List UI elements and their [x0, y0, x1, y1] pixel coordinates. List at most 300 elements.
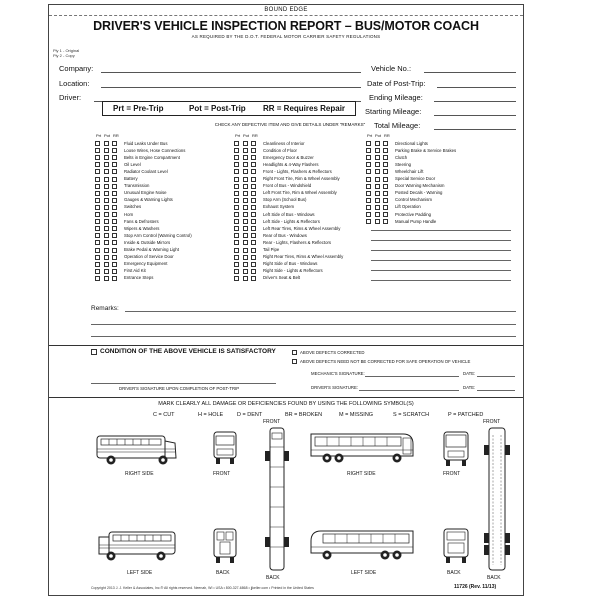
col2-item-10-checkbox-pot[interactable]: [243, 212, 248, 217]
ply-1-label: Ply 1 - Original: [53, 48, 80, 53]
coach-top-view-drawing: [481, 427, 513, 573]
col3-item-3-checkbox-prt[interactable]: [366, 162, 371, 167]
col2-head-pot: Pot: [243, 133, 250, 138]
col2-item-16-checkbox-rr[interactable]: [251, 255, 256, 260]
col3-item-10-checkbox-prt[interactable]: [366, 212, 371, 217]
write-in-line[interactable]: [371, 240, 511, 241]
checklist-instruction: CHECK ANY DEFECTIVE ITEM AND GIVE DETAILS UNDER "REMARKS": [214, 122, 366, 127]
col1-item-8-checkbox-rr[interactable]: [112, 198, 117, 203]
col3-item-11-checkbox-pot[interactable]: [375, 219, 380, 224]
col1-item-13-checkbox-prt[interactable]: [95, 233, 100, 238]
col3-item-10-checkbox-rr[interactable]: [383, 212, 388, 217]
col1-item-label: Radiator Coolant Level: [124, 168, 168, 174]
code-cut: C = CUT: [153, 412, 175, 418]
col1-item-11-checkbox-pot[interactable]: [104, 219, 109, 224]
col2-item-19-checkbox-rr[interactable]: [251, 276, 256, 281]
col1-item-12-checkbox-rr[interactable]: [112, 226, 117, 231]
label-back-1: BACK: [216, 570, 230, 576]
inspection-form-sheet: [48, 4, 524, 596]
col2-item-15-checkbox-prt[interactable]: [234, 248, 239, 253]
col2-item-label: Cleanliness of Interior: [263, 140, 305, 146]
code-broken: BR = BROKEN: [285, 412, 323, 418]
col1-item-label: Stop Arm Control (Warning Control): [124, 232, 192, 238]
form-title: DRIVER'S VEHICLE INSPECTION REPORT – BUS/MOTOR COACH: [93, 19, 479, 33]
col1-head-pot: Pot: [104, 133, 111, 138]
col3-item-7-checkbox-rr[interactable]: [383, 191, 388, 196]
col1-item-1-checkbox-prt[interactable]: [95, 148, 100, 153]
col2-item-5-checkbox-pot[interactable]: [243, 177, 248, 182]
col3-item-label: Manual Pump Handle: [395, 218, 437, 224]
col1-item-7-checkbox-rr[interactable]: [112, 191, 117, 196]
col2-item-label: Emergency Door & Buzzer: [263, 154, 314, 160]
col3-item-6-checkbox-rr[interactable]: [383, 184, 388, 189]
label-front-2: FRONT: [443, 471, 461, 477]
col2-item-4-checkbox-pot[interactable]: [243, 169, 248, 174]
col1-item-17-checkbox-rr[interactable]: [112, 262, 117, 267]
label-right-side-2: RIGHT SIDE: [347, 471, 376, 477]
driver-signature-label: DRIVER'S SIGNATURE:: [311, 385, 359, 390]
col2-item-10-checkbox-rr[interactable]: [251, 212, 256, 217]
code-scratch: S = SCRATCH: [393, 412, 430, 418]
col1-item-18-checkbox-pot[interactable]: [104, 269, 109, 274]
col3-item-9-checkbox-rr[interactable]: [383, 205, 388, 210]
col1-item-6-checkbox-pot[interactable]: [104, 184, 109, 189]
col2-item-2-checkbox-prt[interactable]: [234, 155, 239, 160]
coach-front-drawing: [441, 430, 471, 468]
label-back-top-1: BACK: [266, 575, 280, 581]
col2-item-6-checkbox-prt[interactable]: [234, 184, 239, 189]
col2-item-16-checkbox-prt[interactable]: [234, 255, 239, 260]
total-mileage-label: Total Mileage:: [374, 121, 421, 130]
col1-item-9-checkbox-rr[interactable]: [112, 205, 117, 210]
col2-item-label: Tail Pipe: [263, 247, 280, 252]
col3-item-label: Steering: [395, 161, 412, 167]
col1-item-7-checkbox-pot[interactable]: [104, 191, 109, 196]
col2-item-2-checkbox-rr[interactable]: [251, 155, 256, 160]
col1-item-15-checkbox-pot[interactable]: [104, 248, 109, 253]
bound-edge-dashed-line: [49, 15, 523, 16]
remarks-line-3[interactable]: [91, 336, 516, 337]
col1-item-label: Belts in Engine Compartment: [124, 154, 180, 160]
label-left-side-1: LEFT SIDE: [127, 570, 153, 576]
col1-item-14-checkbox-rr[interactable]: [112, 240, 117, 245]
col2-item-1-checkbox-pot[interactable]: [243, 148, 248, 153]
col2-item-8-checkbox-rr[interactable]: [251, 198, 256, 203]
col3-item-5-checkbox-rr[interactable]: [383, 177, 388, 182]
col1-item-8-checkbox-pot[interactable]: [104, 198, 109, 203]
defects-corrected-checkbox[interactable]: [292, 350, 297, 355]
write-in-line[interactable]: [371, 270, 511, 271]
col1-item-label: Fans & Defrosters: [124, 218, 159, 224]
col2-item-label: Rear - Lights, Flashers & Reflectors: [263, 239, 332, 245]
col1-item-15-checkbox-prt[interactable]: [95, 248, 100, 253]
col1-item-2-checkbox-rr[interactable]: [112, 155, 117, 160]
col2-item-1-checkbox-rr[interactable]: [251, 148, 256, 153]
remarks-label: Remarks:: [91, 305, 119, 312]
col2-item-13-checkbox-prt[interactable]: [234, 233, 239, 238]
col2-item-11-checkbox-pot[interactable]: [243, 219, 248, 224]
col2-item-18-checkbox-pot[interactable]: [243, 269, 248, 274]
col2-item-label: Right Rear Tires, Rims & Wheel Assembly: [263, 254, 344, 260]
col3-item-4-checkbox-rr[interactable]: [383, 169, 388, 174]
col1-item-5-checkbox-pot[interactable]: [104, 177, 109, 182]
school-bus-left-side-drawing: [95, 529, 179, 563]
location-label: Location:: [59, 79, 90, 88]
col3-item-label: Special Service Door: [395, 176, 436, 181]
col3-item-11-checkbox-prt[interactable]: [366, 219, 371, 224]
col2-item-label: Condition of Floor: [263, 147, 297, 153]
write-in-line[interactable]: [371, 230, 511, 231]
col1-item-10-checkbox-rr[interactable]: [112, 212, 117, 217]
col2-head-rr: RR: [252, 133, 258, 138]
damage-marking-heading: MARK CLEARLY ALL DAMAGE OR DEFICIENCIES FOUND BY USING THE FOLLOWING SYMBOL(S): [158, 401, 414, 407]
col1-item-9-checkbox-prt[interactable]: [95, 205, 100, 210]
col3-head-pot: Pot: [375, 133, 382, 138]
col1-item-16-checkbox-prt[interactable]: [95, 255, 100, 260]
col1-item-label: Horn: [124, 211, 134, 217]
col2-item-label: Exhaust System: [263, 204, 295, 210]
col1-item-4-checkbox-rr[interactable]: [112, 169, 117, 174]
ending-mileage-label: Ending Mileage:: [369, 93, 423, 102]
col3-item-11-checkbox-rr[interactable]: [383, 219, 388, 224]
col2-item-label: Driver's Seat & Belt: [263, 275, 301, 281]
col1-item-2-checkbox-prt[interactable]: [95, 155, 100, 160]
col1-item-0-checkbox-prt[interactable]: [95, 141, 100, 146]
col3-item-1-checkbox-pot[interactable]: [375, 148, 380, 153]
col2-item-7-checkbox-rr[interactable]: [251, 191, 256, 196]
vehicle-no-field[interactable]: [424, 72, 516, 73]
col1-item-1-checkbox-rr[interactable]: [112, 148, 117, 153]
defects-not-corrected-label: ABOVE DEFECTS NEED NOT BE CORRECTED FOR SAFE OPERATION OF VEHICLE: [300, 359, 471, 364]
col1-item-label: Wipers & Washers: [124, 225, 160, 231]
col3-item-10-checkbox-pot[interactable]: [375, 212, 380, 217]
col2-item-0-checkbox-pot[interactable]: [243, 141, 248, 146]
col2-item-19-checkbox-pot[interactable]: [243, 276, 248, 281]
driver-post-trip-signature-field[interactable]: [91, 383, 276, 384]
col2-item-17-checkbox-rr[interactable]: [251, 262, 256, 267]
col2-item-19-checkbox-prt[interactable]: [234, 276, 239, 281]
label-front-top-2: FRONT: [483, 419, 501, 425]
col1-head-rr: RR: [113, 133, 119, 138]
col3-item-8-checkbox-rr[interactable]: [383, 198, 388, 203]
col1-item-label: Switches: [124, 204, 142, 210]
form-subtitle: AS REQUIRED BY THE D.O.T. FEDERAL MOTOR CARRIER SAFETY REGULATIONS: [191, 34, 381, 39]
col2-head-prt: Prt: [235, 133, 241, 138]
remarks-separator: [49, 345, 523, 346]
code-hole: H = HOLE: [198, 412, 224, 418]
col1-item-3-checkbox-prt[interactable]: [95, 162, 100, 167]
col1-item-17-checkbox-prt[interactable]: [95, 262, 100, 267]
starting-mileage-label: Starting Mileage:: [365, 107, 422, 116]
col2-item-11-checkbox-prt[interactable]: [234, 219, 239, 224]
label-back-top-2: BACK: [487, 575, 501, 581]
mechanic-date-field[interactable]: [477, 376, 515, 377]
col1-item-0-checkbox-rr[interactable]: [112, 141, 117, 146]
col2-item-6-checkbox-pot[interactable]: [243, 184, 248, 189]
total-mileage-field[interactable]: [434, 129, 516, 130]
col3-item-1-checkbox-rr[interactable]: [383, 148, 388, 153]
col2-item-label: Right Front Tire, Rim & Wheel Assembly: [263, 176, 340, 181]
col2-item-3-checkbox-prt[interactable]: [234, 162, 239, 167]
coach-left-side-drawing: [307, 527, 417, 563]
col2-item-12-checkbox-prt[interactable]: [234, 226, 239, 231]
col1-item-label: Inside & Outside Mirrors: [124, 239, 171, 245]
col1-item-2-checkbox-pot[interactable]: [104, 155, 109, 160]
col1-item-5-checkbox-prt[interactable]: [95, 177, 100, 182]
col1-item-label: Gauges & Warning Lights: [124, 197, 173, 203]
col3-item-6-checkbox-pot[interactable]: [375, 184, 380, 189]
col3-item-7-checkbox-prt[interactable]: [366, 191, 371, 196]
col3-item-9-checkbox-prt[interactable]: [366, 205, 371, 210]
col2-item-14-checkbox-rr[interactable]: [251, 240, 256, 245]
col1-item-16-checkbox-rr[interactable]: [112, 255, 117, 260]
driver-label: Driver:: [59, 93, 82, 102]
starting-mileage-field[interactable]: [434, 115, 516, 116]
col2-item-9-checkbox-prt[interactable]: [234, 205, 239, 210]
col3-item-label: Door Warning Mechanism: [395, 183, 445, 189]
col2-item-9-checkbox-pot[interactable]: [243, 205, 248, 210]
col2-item-14-checkbox-prt[interactable]: [234, 240, 239, 245]
ply-2-label: Ply 2 - Copy: [53, 53, 75, 58]
code-missing: M = MISSING: [339, 412, 374, 418]
col2-item-6-checkbox-rr[interactable]: [251, 184, 256, 189]
col2-item-label: Headlights & 4-Way Flashers: [263, 161, 319, 167]
mechanic-signature-field[interactable]: [365, 376, 459, 377]
col2-item-5-checkbox-rr[interactable]: [251, 177, 256, 182]
col3-item-5-checkbox-prt[interactable]: [366, 177, 371, 182]
col1-item-3-checkbox-pot[interactable]: [104, 162, 109, 167]
school-bus-back-drawing: [211, 527, 239, 565]
col1-item-18-checkbox-prt[interactable]: [95, 269, 100, 274]
col1-item-10-checkbox-prt[interactable]: [95, 212, 100, 217]
defects-corrected-label: ABOVE DEFECTS CORRECTED: [300, 350, 365, 355]
col3-item-4-checkbox-prt[interactable]: [366, 169, 371, 174]
label-front-top-1: FRONT: [263, 419, 281, 425]
col1-item-label: Battery: [124, 176, 138, 181]
mechanic-signature-label: MECHANIC'S SIGNATURE:: [311, 371, 365, 376]
col1-item-0-checkbox-pot[interactable]: [104, 141, 109, 146]
col1-item-1-checkbox-pot[interactable]: [104, 148, 109, 153]
date-post-trip-field[interactable]: [437, 87, 516, 88]
col3-item-2-checkbox-rr[interactable]: [383, 155, 388, 160]
company-label: Company:: [59, 64, 94, 73]
col1-item-14-checkbox-prt[interactable]: [95, 240, 100, 245]
col1-item-8-checkbox-prt[interactable]: [95, 198, 100, 203]
col1-head-prt: Prt: [96, 133, 102, 138]
driver-post-trip-signature-label: DRIVER'S SIGNATURE UPON COMPLETION OF POST-TRIP: [119, 386, 240, 391]
col3-item-0-checkbox-prt[interactable]: [366, 141, 371, 146]
col1-item-5-checkbox-rr[interactable]: [112, 177, 117, 182]
col2-item-10-checkbox-prt[interactable]: [234, 212, 239, 217]
school-bus-right-side-drawing: [95, 433, 179, 467]
col2-item-3-checkbox-pot[interactable]: [243, 162, 248, 167]
col2-item-13-checkbox-pot[interactable]: [243, 233, 248, 238]
col1-item-19-checkbox-rr[interactable]: [112, 276, 117, 281]
col3-item-8-checkbox-prt[interactable]: [366, 198, 371, 203]
col2-item-18-checkbox-prt[interactable]: [234, 269, 239, 274]
vehicle-no-label: Vehicle No.:: [371, 64, 412, 73]
col1-item-label: Loose Wires, Hose Connections: [124, 147, 186, 153]
remarks-line-1[interactable]: [125, 311, 516, 312]
col2-item-3-checkbox-rr[interactable]: [251, 162, 256, 167]
diagram-separator: [49, 397, 523, 398]
col1-item-label: First Aid Kit: [124, 268, 146, 274]
write-in-line[interactable]: [371, 260, 511, 261]
condition-satisfactory-label: CONDITION OF THE ABOVE VEHICLE IS SATISFACTORY: [100, 348, 276, 355]
location-field[interactable]: [101, 87, 361, 88]
col1-item-18-checkbox-rr[interactable]: [112, 269, 117, 274]
label-back-2: BACK: [447, 570, 461, 576]
col2-item-label: Left Side of Bus - Windows: [263, 211, 315, 217]
col2-item-8-checkbox-prt[interactable]: [234, 198, 239, 203]
col2-item-2-checkbox-pot[interactable]: [243, 155, 248, 160]
col3-item-label: Clutch: [395, 154, 408, 160]
col3-item-label: Control Mechanism: [395, 197, 433, 203]
col2-item-15-checkbox-pot[interactable]: [243, 248, 248, 253]
col1-item-6-checkbox-prt[interactable]: [95, 184, 100, 189]
legend-prt: Prt = Pre-Trip: [113, 104, 164, 113]
col1-item-7-checkbox-prt[interactable]: [95, 191, 100, 196]
footer-copyright: Copyright 2013 J. J. Keller & Associates, Inc.® All rights reserved. Neenah, WI • USA • 800-327-6868 • jjkeller.com • Printed in the United States: [91, 586, 314, 590]
col3-head-prt: Prt: [367, 133, 373, 138]
col3-item-6-checkbox-prt[interactable]: [366, 184, 371, 189]
col1-item-17-checkbox-pot[interactable]: [104, 262, 109, 267]
col3-item-2-checkbox-prt[interactable]: [366, 155, 371, 160]
col1-item-4-checkbox-pot[interactable]: [104, 169, 109, 174]
col1-item-label: Brake Pedal & Warning Light: [124, 247, 180, 252]
label-left-side-2: LEFT SIDE: [351, 570, 377, 576]
col1-item-label: Oil Level: [124, 161, 141, 167]
col3-item-0-checkbox-pot[interactable]: [375, 141, 380, 146]
col1-item-label: Entrance Steps: [124, 275, 154, 281]
col3-item-0-checkbox-rr[interactable]: [383, 141, 388, 146]
col2-item-12-checkbox-rr[interactable]: [251, 226, 256, 231]
col2-item-4-checkbox-rr[interactable]: [251, 169, 256, 174]
col2-item-18-checkbox-rr[interactable]: [251, 269, 256, 274]
driver-date-field[interactable]: [477, 390, 515, 391]
col1-item-label: Emergency Equipment: [124, 261, 168, 267]
write-in-line[interactable]: [371, 280, 511, 281]
legend-rr: RR = Requires Repair: [263, 104, 346, 113]
col2-item-15-checkbox-rr[interactable]: [251, 248, 256, 253]
col2-item-label: Stop Arm (School Bus): [263, 197, 307, 203]
col2-item-17-checkbox-prt[interactable]: [234, 262, 239, 267]
col1-item-19-checkbox-pot[interactable]: [104, 276, 109, 281]
ending-mileage-field[interactable]: [434, 101, 516, 102]
col2-item-label: Left Front Tire, Rim & Wheel Assembly: [263, 190, 337, 196]
code-dent: D = DENT: [237, 412, 263, 418]
col3-head-rr: RR: [384, 133, 390, 138]
col1-item-label: Transmission: [124, 183, 150, 189]
driver-date-label: DATE:: [463, 385, 476, 390]
col2-item-0-checkbox-prt[interactable]: [234, 141, 239, 146]
col1-item-16-checkbox-pot[interactable]: [104, 255, 109, 260]
col2-item-7-checkbox-pot[interactable]: [243, 191, 248, 196]
col3-item-1-checkbox-prt[interactable]: [366, 148, 371, 153]
driver-signature-field[interactable]: [359, 390, 459, 391]
col1-item-label: Unusual Engine Noise: [124, 190, 167, 196]
col3-item-8-checkbox-pot[interactable]: [375, 198, 380, 203]
bound-edge-label: BOUND EDGE: [264, 7, 308, 13]
col1-item-13-checkbox-rr[interactable]: [112, 233, 117, 238]
col2-item-1-checkbox-prt[interactable]: [234, 148, 239, 153]
col1-item-14-checkbox-pot[interactable]: [104, 240, 109, 245]
condition-satisfactory-checkbox[interactable]: [91, 349, 97, 355]
col3-item-label: Protective Padding: [395, 211, 432, 217]
date-post-trip-label: Date of Post-Trip:: [367, 79, 426, 88]
col2-item-11-checkbox-rr[interactable]: [251, 219, 256, 224]
coach-back-drawing: [441, 527, 471, 565]
col2-item-label: Rear of Bus - Windows: [263, 232, 307, 238]
code-patched: P = PATCHED: [448, 412, 484, 418]
col2-item-16-checkbox-pot[interactable]: [243, 255, 248, 260]
col3-item-3-checkbox-rr[interactable]: [383, 162, 388, 167]
col2-item-9-checkbox-rr[interactable]: [251, 205, 256, 210]
remarks-line-2[interactable]: [91, 324, 516, 325]
col1-item-19-checkbox-prt[interactable]: [95, 276, 100, 281]
col3-item-2-checkbox-pot[interactable]: [375, 155, 380, 160]
col2-item-0-checkbox-rr[interactable]: [251, 141, 256, 146]
col3-item-label: Parking Brake & Service Brakes: [395, 147, 457, 153]
company-field[interactable]: [101, 72, 361, 73]
col3-item-4-checkbox-pot[interactable]: [375, 169, 380, 174]
col2-item-label: Right Side - Lights & Reflectors: [263, 268, 323, 274]
col1-item-12-checkbox-prt[interactable]: [95, 226, 100, 231]
col2-item-12-checkbox-pot[interactable]: [243, 226, 248, 231]
col1-item-11-checkbox-prt[interactable]: [95, 219, 100, 224]
col2-item-5-checkbox-prt[interactable]: [234, 177, 239, 182]
col1-item-10-checkbox-pot[interactable]: [104, 212, 109, 217]
mechanic-date-label: DATE:: [463, 371, 476, 376]
col3-item-label: Wheelchair Lift: [395, 168, 424, 174]
col1-item-11-checkbox-rr[interactable]: [112, 219, 117, 224]
col1-item-3-checkbox-rr[interactable]: [112, 162, 117, 167]
col1-item-9-checkbox-pot[interactable]: [104, 205, 109, 210]
col1-item-13-checkbox-pot[interactable]: [104, 233, 109, 238]
col3-item-label: Posted Decals - Warning: [395, 190, 443, 196]
footer-form-number: 11726 (Rev. 11/13): [454, 584, 497, 590]
col1-item-label: Fluid Leaks Under Bus: [124, 140, 168, 146]
school-bus-top-view-drawing: [262, 427, 292, 573]
col3-item-label: Lift Operation: [395, 204, 421, 210]
col2-item-label: Left Rear Tires, Rims & Wheel Assembly: [263, 225, 341, 231]
col1-item-6-checkbox-rr[interactable]: [112, 184, 117, 189]
col2-item-8-checkbox-pot[interactable]: [243, 198, 248, 203]
defects-not-corrected-checkbox[interactable]: [292, 359, 297, 364]
col2-item-13-checkbox-rr[interactable]: [251, 233, 256, 238]
col1-item-label: Operation of Service Door: [124, 254, 174, 260]
col2-item-label: Right Side of Bus - Windows: [263, 261, 318, 267]
col3-item-5-checkbox-pot[interactable]: [375, 177, 380, 182]
label-right-side-1: RIGHT SIDE: [125, 471, 154, 477]
col1-item-12-checkbox-pot[interactable]: [104, 226, 109, 231]
col2-item-label: Left Side - Lights & Reflectors: [263, 218, 320, 224]
col3-item-label: Directional Lights: [395, 140, 428, 146]
col2-item-4-checkbox-prt[interactable]: [234, 169, 239, 174]
label-front-1: FRONT: [213, 471, 231, 477]
col3-item-3-checkbox-pot[interactable]: [375, 162, 380, 167]
col3-item-7-checkbox-pot[interactable]: [375, 191, 380, 196]
col2-item-7-checkbox-prt[interactable]: [234, 191, 239, 196]
col2-item-14-checkbox-pot[interactable]: [243, 240, 248, 245]
col1-item-4-checkbox-prt[interactable]: [95, 169, 100, 174]
col3-item-9-checkbox-pot[interactable]: [375, 205, 380, 210]
write-in-line[interactable]: [371, 250, 511, 251]
school-bus-front-drawing: [211, 430, 239, 466]
col2-item-17-checkbox-pot[interactable]: [243, 262, 248, 267]
coach-right-side-drawing: [307, 430, 417, 466]
col1-item-15-checkbox-rr[interactable]: [112, 248, 117, 253]
